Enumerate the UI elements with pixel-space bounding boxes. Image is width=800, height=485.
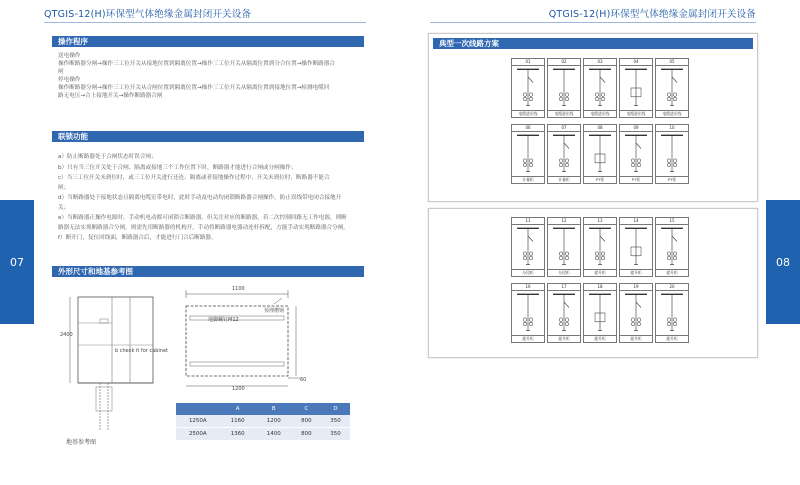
- table-cell: 1250A: [176, 415, 220, 428]
- scheme-number: 02: [548, 59, 580, 66]
- operation-line: 送电操作: [58, 53, 81, 59]
- scheme-number: 04: [620, 59, 652, 66]
- scheme-label: 提升柜: [548, 335, 580, 342]
- pre-embed-label: 预埋槽钢: [264, 308, 285, 314]
- table-cell: 350: [321, 428, 350, 441]
- anchor-label: 地脚螺钉M12: [208, 317, 239, 323]
- table-cell: 1400: [256, 428, 292, 441]
- scheme-cell: [655, 58, 689, 118]
- scheme-cell: [547, 58, 581, 118]
- table-header-cell: D: [321, 403, 350, 415]
- scheme-cell: [655, 283, 689, 343]
- scheme-diagram: [549, 225, 579, 269]
- scheme-diagram: [513, 291, 543, 335]
- interlock-line: 关；: [58, 205, 70, 211]
- scheme-label: 提升柜: [512, 335, 544, 342]
- scheme-number: 14: [620, 218, 652, 225]
- scheme-number: 07: [548, 125, 580, 132]
- scheme-number: 16: [512, 284, 544, 291]
- scheme-label: 提升柜: [620, 335, 652, 342]
- dimensions-section-header: 外形尺寸和地基参考图: [52, 266, 364, 277]
- scheme-cell: [583, 283, 617, 343]
- scheme-diagram: [657, 291, 687, 335]
- dimension-table: [176, 403, 350, 441]
- scheme-diagram: [585, 225, 615, 269]
- table-header-row: [176, 403, 350, 415]
- operation-line: 停电操作: [58, 77, 81, 83]
- scheme-number: 03: [584, 59, 616, 66]
- scheme-panel-2: [428, 208, 758, 358]
- scheme-number: 15: [656, 218, 688, 225]
- interlock-line: b）只有当三位开关处于合闸、隔离或接地三个工作位置下时，断路器才能进行合闸或分闸操作；: [58, 165, 297, 171]
- table-header-cell: C: [292, 403, 321, 415]
- scheme-diagram: [585, 291, 615, 335]
- scheme-cell: [583, 217, 617, 277]
- scheme-cell: [583, 58, 617, 118]
- scheme-diagram: [657, 66, 687, 110]
- operation-text: [58, 52, 335, 100]
- scheme-cell: [619, 283, 653, 343]
- schemes-section-header: 典型一次线路方案: [433, 38, 753, 49]
- table-cell: 800: [292, 415, 321, 428]
- scheme-number: 11: [512, 218, 544, 225]
- scheme-label: 提升柜: [656, 335, 688, 342]
- foundation-plan-drawing: [178, 286, 308, 398]
- table-cell: 1360: [220, 428, 256, 441]
- scheme-label: 分段柜: [512, 269, 544, 276]
- scheme-cell: [547, 217, 581, 277]
- scheme-number: 12: [548, 218, 580, 225]
- table-header-cell: B: [256, 403, 292, 415]
- scheme-diagram: [549, 291, 579, 335]
- foundation-caption: 地基参考图: [66, 439, 97, 446]
- table-cell: 1160: [220, 415, 256, 428]
- scheme-number: 13: [584, 218, 616, 225]
- left-page-number: 07: [10, 255, 24, 269]
- scheme-label: 计量柜: [548, 176, 580, 183]
- scheme-diagram: [621, 132, 651, 176]
- scheme-diagram: [549, 66, 579, 110]
- scheme-cell: [655, 217, 689, 277]
- table-cell: 800: [292, 428, 321, 441]
- interlock-text: [58, 152, 349, 243]
- side-note: b check it for cabinet: [115, 348, 168, 354]
- scheme-number: 05: [656, 59, 688, 66]
- scheme-label: 电缆进出线: [620, 110, 652, 117]
- scheme-cell: [511, 124, 545, 184]
- operation-line: 路无电压→合上接地开关→操作断路器合闸: [58, 93, 163, 99]
- operation-line: 操作断路器分闸→操作三工位开关从接地位置到隔离位置→操作三工位开关从隔离位置到分合位置→操作断路器合: [58, 61, 335, 67]
- bottom-offset-dim: 60: [300, 377, 307, 383]
- operation-line: 闸: [58, 69, 64, 75]
- scheme-diagram: [657, 225, 687, 269]
- scheme-number: 17: [548, 284, 580, 291]
- operation-section-header: 操作程序: [52, 36, 364, 47]
- scheme-label: PT柜: [656, 176, 688, 183]
- width-top-dim: 1100: [232, 286, 245, 292]
- scheme-label: 提升柜: [584, 269, 616, 276]
- scheme-cell: [619, 217, 653, 277]
- interlock-line: 路器无法实现断路器合分闸，则需先用断路器的机构开，手动将断路器电器动连杆拆配，方能手动实现断路器合分闸。: [58, 225, 349, 231]
- left-page-header: QTGIS-12(H)环保型气体绝缘金属封闭开关设备: [44, 9, 252, 20]
- scheme-label: 电缆进出线: [656, 110, 688, 117]
- interlock-section-header: 联锁功能: [52, 131, 364, 142]
- interlock-line: a）防止断路器处于合闸状态时误合闸；: [58, 154, 157, 160]
- table-cell: 2500A: [176, 428, 220, 441]
- scheme-diagram: [621, 225, 651, 269]
- scheme-diagram: [621, 66, 651, 110]
- scheme-cell: [511, 283, 545, 343]
- scheme-diagram: [513, 225, 543, 269]
- scheme-diagram: [513, 132, 543, 176]
- scheme-cell: [619, 58, 653, 118]
- bottom-width-dim: 1200: [232, 386, 245, 392]
- scheme-cell: [655, 124, 689, 184]
- interlock-line: c）当三工位开关未到位时，或三工位开关进行还连、隔离或者接地操作过程中，开关未到位时，断路器不能合: [58, 175, 330, 181]
- right-page-tab: [766, 200, 800, 324]
- scheme-label: 提升柜: [656, 269, 688, 276]
- scheme-number: 20: [656, 284, 688, 291]
- table-header-cell: A: [220, 403, 256, 415]
- scheme-number: 09: [620, 125, 652, 132]
- scheme-diagram: [549, 132, 579, 176]
- table-row: [176, 428, 350, 441]
- scheme-number: 19: [620, 284, 652, 291]
- scheme-label: 电缆进出线: [512, 110, 544, 117]
- scheme-label: 电缆进出线: [548, 110, 580, 117]
- right-page-header: QTGIS-12(H)环保型气体绝缘金属封闭开关设备: [548, 9, 756, 20]
- interlock-line: f）断开门，复位回线面，断路器合后，才能进行门合后断路器。: [58, 235, 217, 241]
- scheme-label: 提升柜: [584, 335, 616, 342]
- operation-line: 操作断路器分闸→操作三工位开关从合闸位置到隔离位置→操作三工位开关从隔离位置到接地位置→检测电缆回: [58, 85, 330, 91]
- scheme-label: 提升柜: [620, 269, 652, 276]
- interlock-line: e）当断路器正操作电源时，手动机电动都可闭锁合断路器，但关注对应的断路器，若二次控制回路无工作电源，则断: [58, 215, 347, 221]
- scheme-number: 10: [656, 125, 688, 132]
- scheme-cell: [511, 58, 545, 118]
- scheme-cell: [619, 124, 653, 184]
- interlock-line: 闸；: [58, 185, 70, 191]
- cabinet-side-drawing: [60, 283, 170, 443]
- scheme-diagram: [513, 66, 543, 110]
- table-header-cell: [176, 403, 220, 415]
- right-page-number: 08: [776, 255, 790, 269]
- scheme-number: 08: [584, 125, 616, 132]
- scheme-cell: [583, 124, 617, 184]
- scheme-label: PT柜: [584, 176, 616, 183]
- scheme-panel-1: [428, 33, 758, 202]
- interlock-line: d）当断路器处于接地状态且隔离电缆室带电时，此时手动及电动均闭锁断路器合闸操作，防止误线带电闭合接地开: [58, 195, 342, 201]
- scheme-label: PT柜: [620, 176, 652, 183]
- scheme-number: 01: [512, 59, 544, 66]
- scheme-cell: [547, 124, 581, 184]
- scheme-diagram: [585, 66, 615, 110]
- table-row: [176, 415, 350, 428]
- scheme-label: 计量柜: [512, 176, 544, 183]
- scheme-cell: [511, 217, 545, 277]
- right-header-rule: [430, 22, 756, 23]
- scheme-diagram: [657, 132, 687, 176]
- scheme-number: 06: [512, 125, 544, 132]
- scheme-label: 分段柜: [548, 269, 580, 276]
- scheme-diagram: [585, 132, 615, 176]
- table-cell: 1200: [256, 415, 292, 428]
- scheme-diagram: [621, 291, 651, 335]
- scheme-cell: [547, 283, 581, 343]
- height-marker: 2400: [60, 332, 73, 338]
- scheme-number: 18: [584, 284, 616, 291]
- left-page-tab: [0, 200, 34, 324]
- table-cell: 350: [321, 415, 350, 428]
- scheme-label: 电缆进出线: [584, 110, 616, 117]
- left-header-rule: [44, 22, 366, 23]
